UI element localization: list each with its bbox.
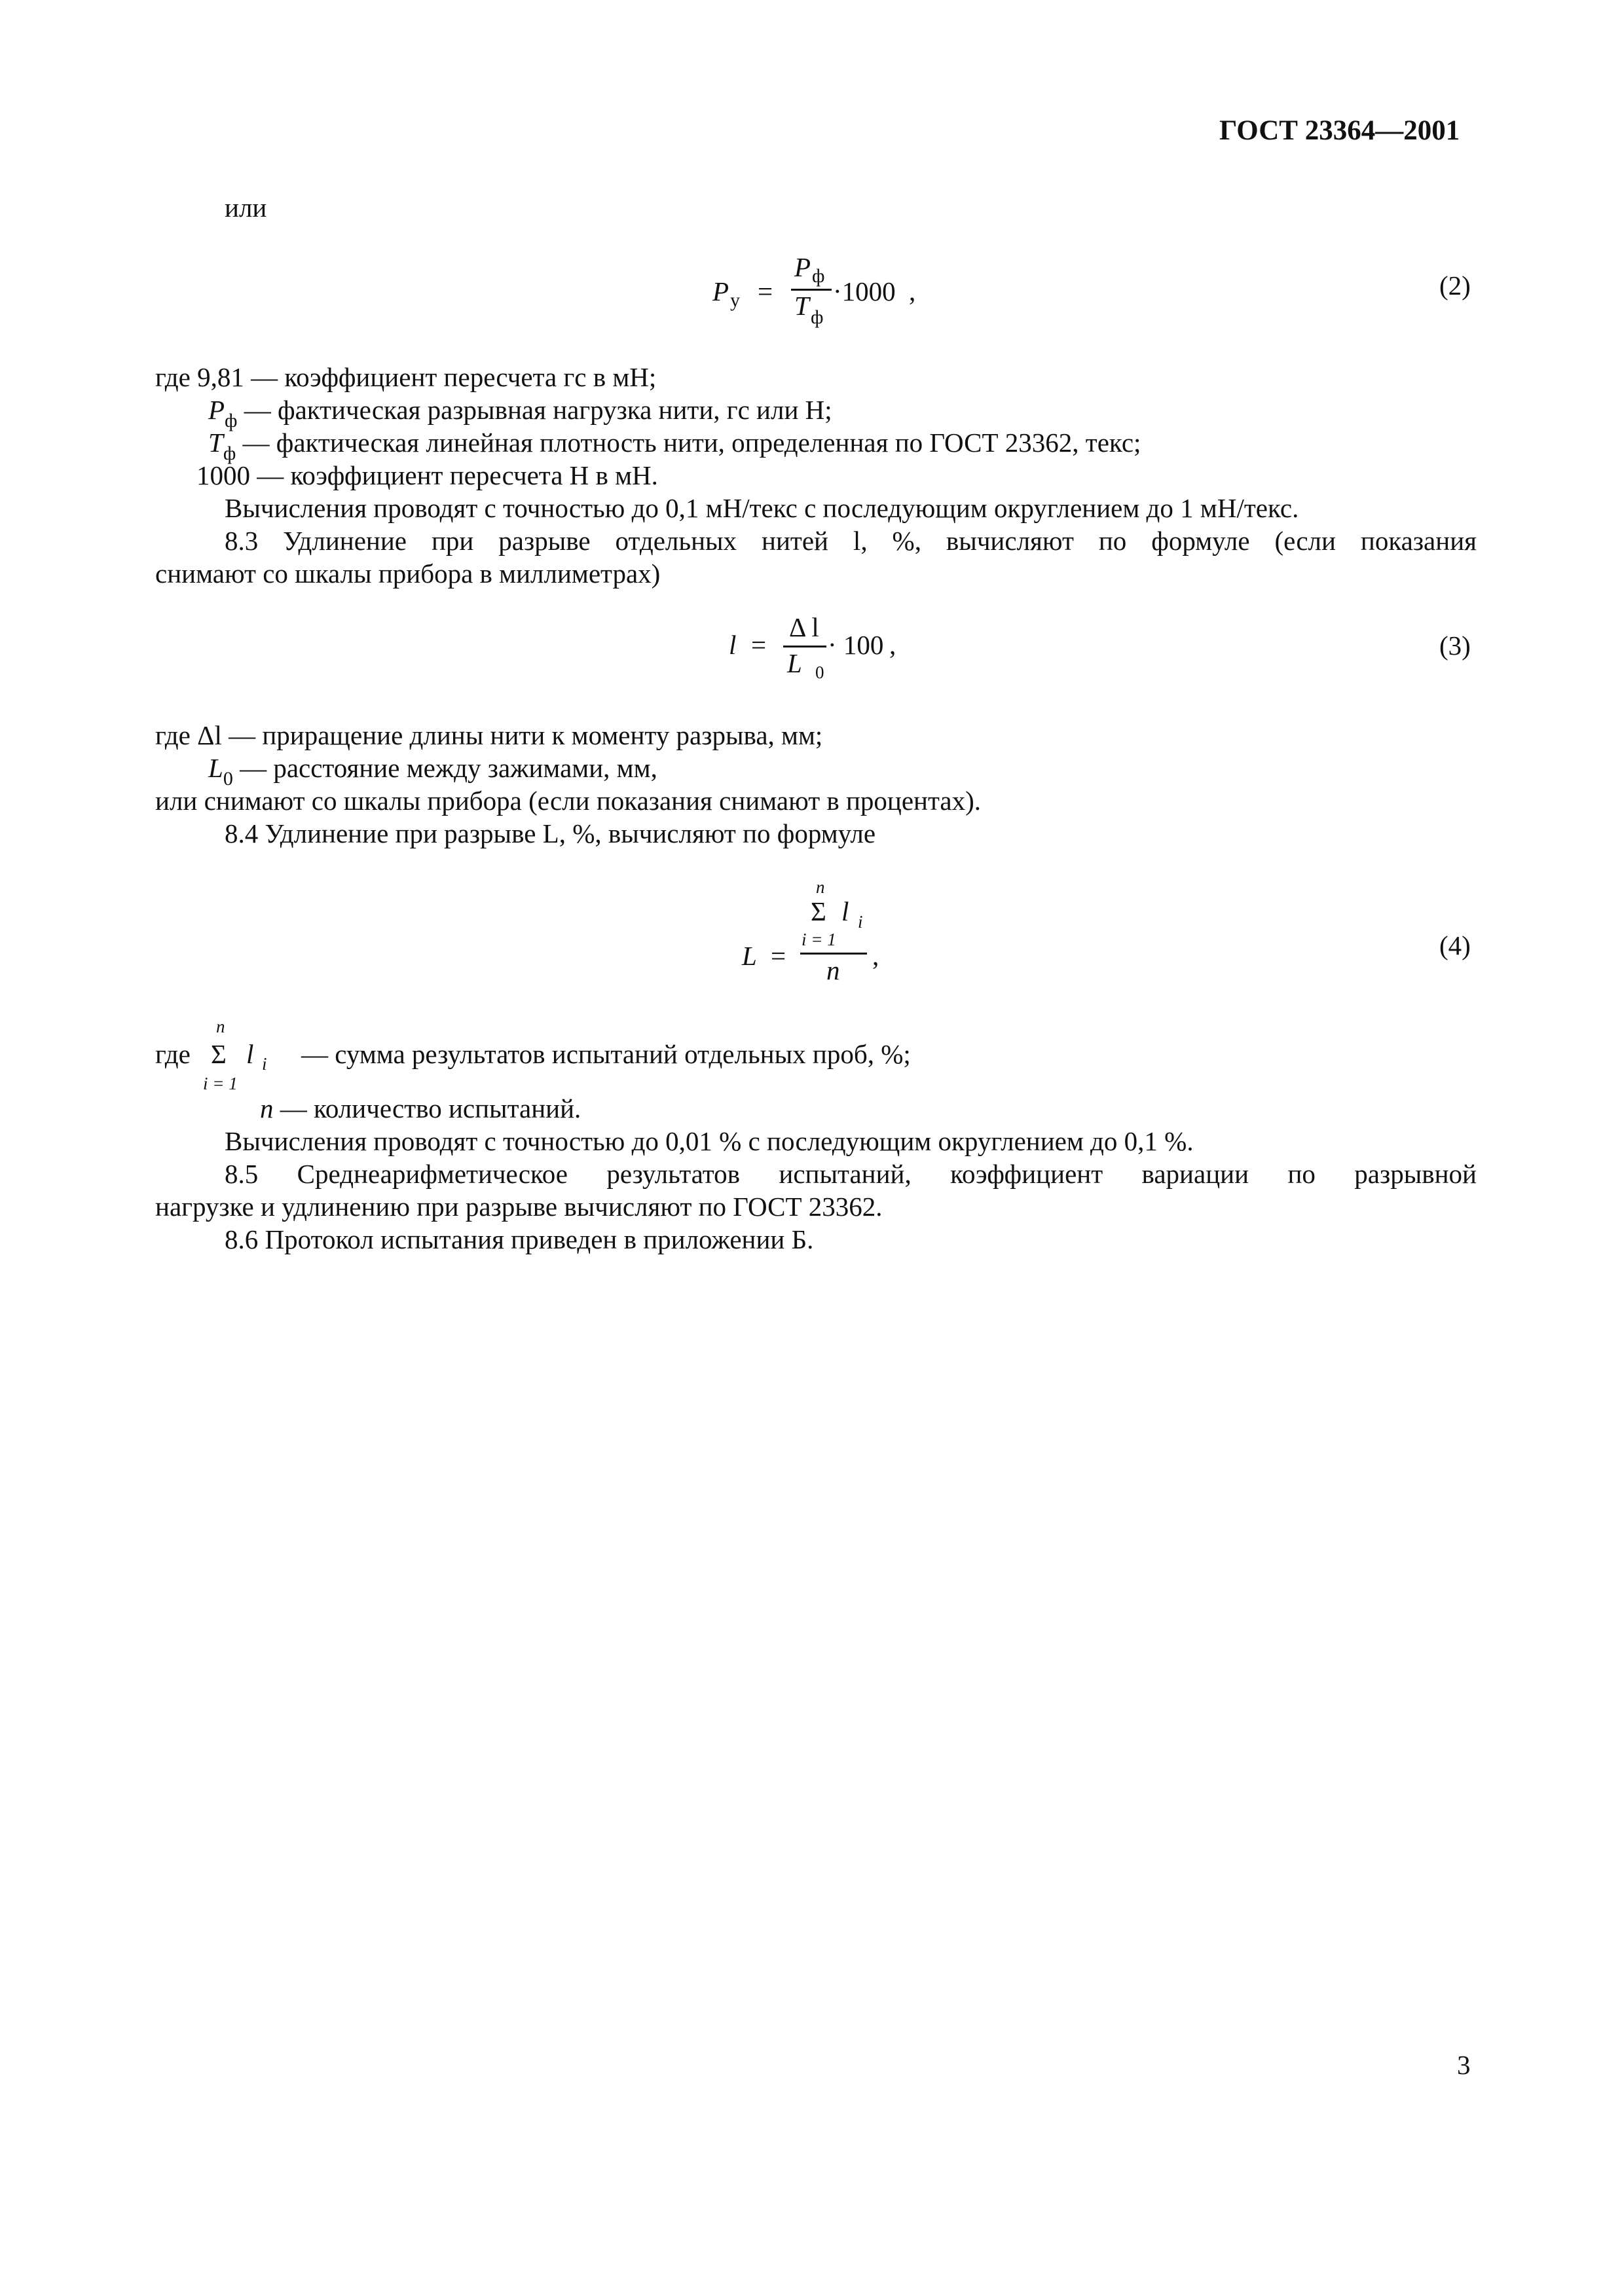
where-3-l0-sub: 0 [223, 768, 233, 790]
where-2-first: где 9,81 — коэффициент пересчета гс в мН; [155, 362, 657, 392]
formula-3-multiplier: · 100 [828, 630, 884, 660]
where-4-n-text: — количество испытаний. [280, 1093, 581, 1123]
formula-4-sum-var: l [841, 896, 849, 926]
formula-4-denominator: n [826, 955, 840, 985]
where-4-prefix: где [155, 1039, 191, 1069]
formula-3-numerator: Δ l [789, 612, 819, 642]
where-2-t-text: — фактическая линейная плотность нити, определенная по ГОСТ 23362, текс; [242, 428, 1141, 458]
formula-4-sum-var-sub: i [858, 912, 863, 932]
where-2-t-sub: ф [223, 443, 236, 464]
formula-4-sum-upper: n [816, 877, 825, 897]
where-4-sum-sign: Σ [211, 1039, 227, 1069]
where-2-t-symbol: T [208, 428, 223, 458]
where-2-p-line [208, 395, 832, 431]
where-3-delta-line: где Δl — приращение длины нити к моменту разрыва, мм; [155, 720, 823, 750]
formula-3-denominator-sub: 0 [815, 663, 824, 682]
section-8-5-line-2: нагрузке и удлинению при разрыве вычисляют по ГОСТ 23362. [155, 1192, 883, 1222]
formula-3-fraction-line [783, 646, 826, 647]
where-2-p-sub: ф [225, 410, 238, 431]
section-8-6-line: 8.6 Протокол испытания приведен в приложении Б. [225, 1224, 814, 1254]
where-3-l0-line [208, 753, 657, 790]
formula-4-comma: , [872, 941, 879, 971]
where-4-n-symbol: n [260, 1093, 274, 1123]
where-3-l0-text: — расстояние между зажимами, мм, [240, 753, 657, 783]
formula-4-lhs: L [742, 941, 757, 971]
or-word: или [225, 192, 267, 223]
formula-3-lhs: l [729, 630, 737, 660]
formula-4-fraction-line [800, 953, 867, 955]
where-4-sum-var-sub: i [262, 1054, 267, 1074]
formula-2-eq: = [758, 276, 773, 306]
formula-4-number: (4) [1439, 930, 1471, 960]
formula-4-sum-sign: Σ [811, 896, 826, 926]
where-4-sum-var: l [246, 1039, 254, 1069]
section-8-5-line-1: 8.5 Среднеарифметическое результатов испытаний, коэффициент вариации по разрывной [225, 1159, 1477, 1189]
formula-2-number: (2) [1439, 270, 1471, 301]
document-header: ГОСТ 23364—2001 [1219, 115, 1460, 146]
where-4-n-line [260, 1095, 581, 1122]
where-2-p-text: — фактическая разрывная нагрузка нити, гс или Н; [244, 395, 832, 425]
where-4-sum-lower: i = 1 [203, 1074, 238, 1093]
where-4-sum-upper: n [216, 1017, 225, 1036]
where-2-t-line [208, 428, 1141, 464]
calc-precision-line-2: Вычисления проводят с точностью до 0,01 % с последующим округлением до 0,1 %. [225, 1126, 1194, 1156]
page-number: 3 [1457, 2050, 1471, 2080]
formula-2-numerator: P [794, 252, 811, 282]
formula-2-denominator-sub: ф [811, 306, 824, 328]
formula-2-lhs: P [712, 276, 729, 306]
formula-4-eq: = [771, 941, 786, 971]
formula-2-denominator: T [794, 291, 809, 321]
where-3-or-line: или снимают со шкалы прибора (если показания снимают в процентах). [155, 786, 982, 816]
where-3-l0-symbol: L [208, 753, 223, 783]
section-8-3-line-1: 8.3 Удлинение при разрыве отдельных нитей l, %, вычисляют по формуле (если показания [225, 526, 1477, 556]
formula-2-lhs-sub: у [730, 289, 740, 311]
where-4-sum-text: — сумма результатов испытаний отдельных проб, %; [301, 1039, 911, 1069]
formula-3-eq: = [751, 630, 767, 660]
formula-3-comma: , [889, 630, 896, 660]
formula-3-number: (3) [1439, 630, 1471, 661]
formula-2-numerator-sub: ф [812, 265, 825, 287]
calc-precision-line-1: Вычисления проводят с точностью до 0,1 мН/текс с последующим округлением до 1 мН/текс. [225, 493, 1299, 523]
section-8-3-line-2: снимают со шкалы прибора в миллиметрах) [155, 558, 661, 589]
formula-3-denominator: L [787, 648, 802, 678]
formula-4-sum-lower: i = 1 [802, 930, 836, 949]
formula-2-multiplier: ·1000 [833, 276, 896, 306]
where-2-p-symbol: P [208, 395, 225, 425]
formula-2-comma: , [909, 276, 916, 306]
section-8-4-line: 8.4 Удлинение при разрыве L, %, вычисляют по формуле [225, 818, 876, 848]
where-2-coefficient-line: 1000 — коэффициент пересчета Н в мН. [196, 460, 658, 490]
